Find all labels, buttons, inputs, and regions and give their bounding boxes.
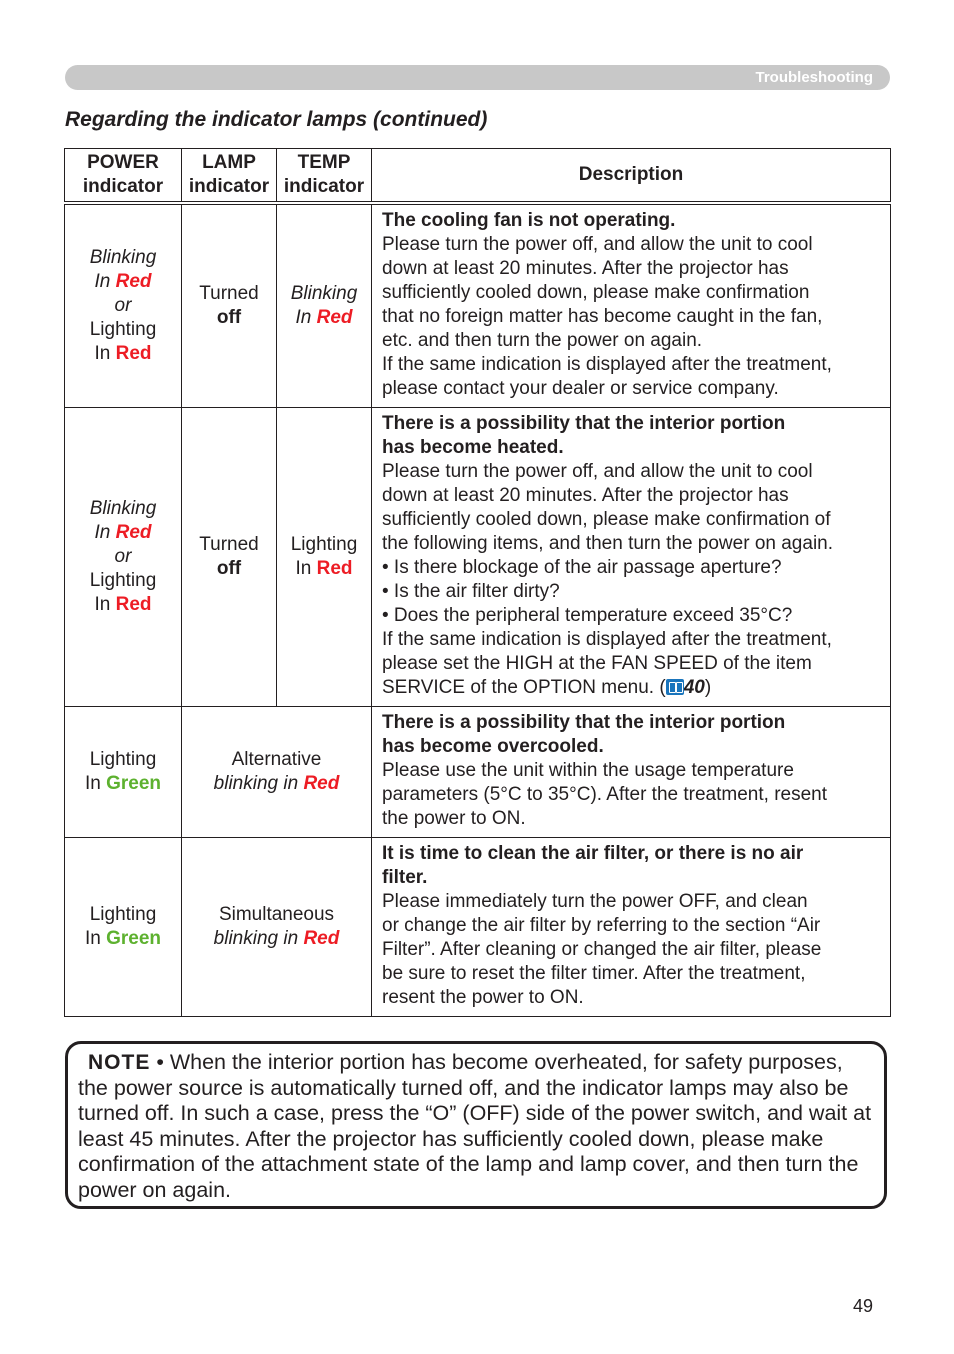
indicator-table: [64, 148, 891, 1017]
description-text: Please immediately turn the power OFF, and clean or change the air filter by referring to the section “Air Filter”. After cleaning or changed the air filter, please be sure to reset the filter timer. After the treatment, resent the power to ON.: [382, 891, 822, 1008]
table-header-row: [65, 149, 891, 204]
description-title: There is a possibility that the interior portion has become heated.: [382, 413, 786, 458]
lamp-temp-indicator-cell: Simultaneous blinking in Red: [182, 838, 372, 1017]
manual-reference-icon: [666, 679, 684, 695]
table-row: [65, 707, 891, 838]
description-title: It is time to clean the air filter, or there is no air filter.: [382, 843, 804, 888]
description-text: Please turn the power off, and allow the unit to cool down at least 20 minutes. After the projector has sufficiently cooled down, please make confirmation of the following items, and then turn the power on again. • Is there blockage of the air passage aperture? • Is the air filter dirty? • Does the peripheral temperature exceed 35°C? If the same indication is displayed after the treatment, please set the HIGH at the FAN SPEED of the item SERVICE of the OPTION menu. ( 40): [382, 461, 834, 698]
header-temp: TEMP indicator: [277, 149, 372, 204]
page-number: 49: [853, 1296, 874, 1316]
table-row: [65, 203, 891, 408]
header-power: POWER indicator: [65, 149, 182, 204]
description-cell: [372, 408, 891, 707]
description-title: There is a possibility that the interior portion has become overcooled.: [382, 712, 786, 757]
power-indicator-cell: Lighting In Green: [65, 707, 182, 838]
description-cell: [372, 707, 891, 838]
power-indicator-cell: Lighting In Green: [65, 838, 182, 1017]
page-title: Regarding the indicator lamps (continued): [65, 108, 488, 131]
description-cell: [372, 203, 891, 408]
description-text: Please use the unit within the usage temperature parameters (5°C to 35°C). After the treatment, resent the power to ON.: [382, 760, 827, 829]
note-label: NOTE: [88, 1051, 151, 1074]
description-cell: [372, 838, 891, 1017]
header-lamp: LAMP indicator: [182, 149, 277, 204]
note-box: [65, 1041, 887, 1209]
power-indicator-cell: Blinking In Red or Lighting In Red: [65, 408, 182, 707]
lamp-indicator-cell: Turned off: [182, 203, 277, 408]
table-row: [65, 838, 891, 1017]
page-reference[interactable]: 40: [683, 677, 705, 698]
lamp-temp-indicator-cell: Alternative blinking in Red: [182, 707, 372, 838]
header-bar: [65, 65, 890, 90]
description-text: Please turn the power off, and allow the unit to cool down at least 20 minutes. After the projector has sufficiently cooled down, please make confirmation that no foreign matter has become caught in the fan, etc. and then turn the power on again. If the same indication is displayed after the treatment, please contact your dealer or service company.: [382, 234, 832, 399]
note-text: • When the interior portion has become overheated, for safety purposes, the power source is automatically turned off, and the indicator lamps may also be turned off. In such a case, press the “O” (OFF) side of the power switch, and wait at least 45 minutes. After the projector has sufficiently cooled down, please make confirmation of the attachment state of the lamp and lamp cover, and then turn the power on again.: [78, 1050, 872, 1202]
power-indicator-cell: Blinking In Red or Lighting In Red: [65, 203, 182, 408]
header-description: Description: [372, 149, 891, 204]
section-header-label: Troubleshooting: [755, 69, 873, 86]
lamp-indicator-cell: Turned off: [182, 408, 277, 707]
description-title: The cooling fan is not operating.: [382, 210, 676, 231]
table-row: [65, 408, 891, 707]
temp-indicator-cell: Blinking In Red: [277, 203, 372, 408]
temp-indicator-cell: Lighting In Red: [277, 408, 372, 707]
